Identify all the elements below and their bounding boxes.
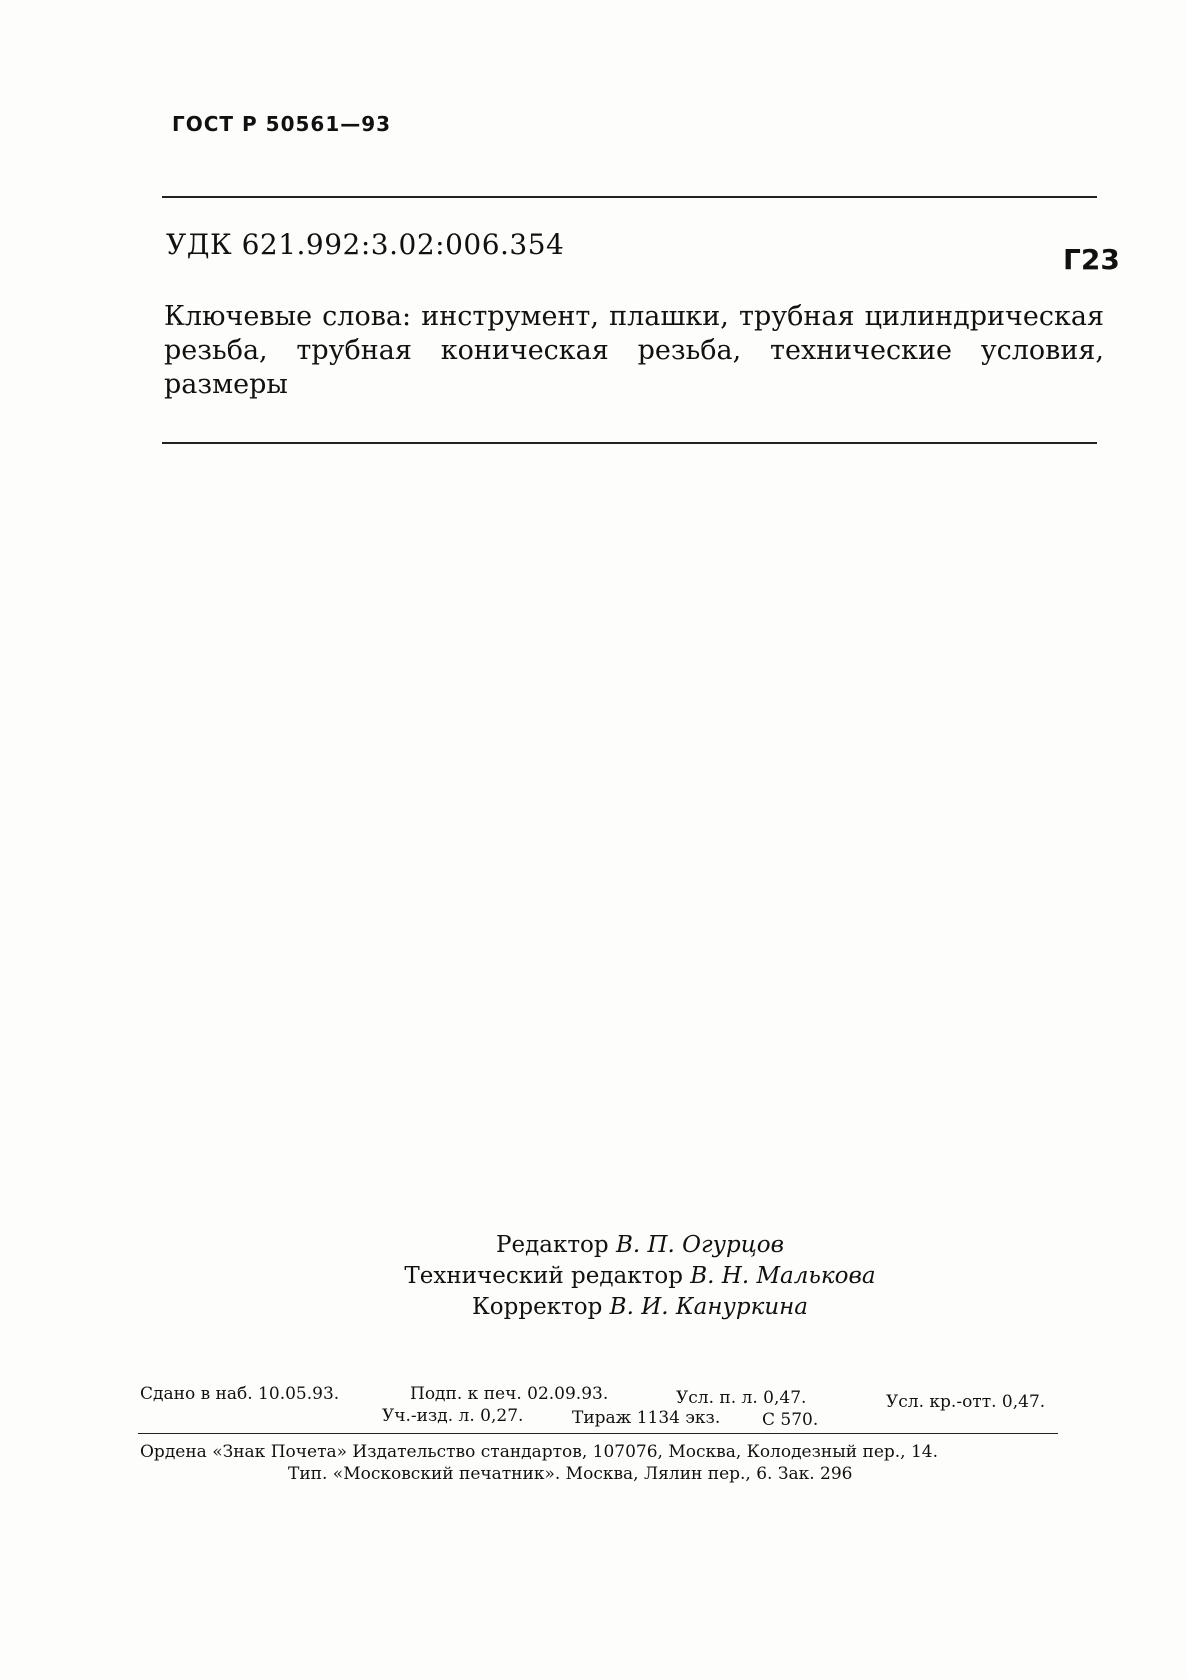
credits-block [380,1230,900,1323]
editor-name: В. П. Огурцов [615,1232,784,1258]
editor-role: Редактор [496,1232,609,1258]
keywords-paragraph: Ключевые слова: инструмент, плашки, трубная цилиндрическая резьба, трубная коническая резьба, технические условия, размеры [164,301,1104,400]
imprint-printer: Тип. «Московский печатник». Москва, Лялин пер., 6. Зак. 296 [288,1464,853,1484]
tech-editor-name: В. Н. Малькова [690,1263,876,1289]
document-header: ГОСТ Р 50561—93 [172,112,392,136]
keywords-divider [162,442,1097,444]
top-divider [162,196,1097,198]
tech-editor-role: Технический редактор [404,1263,683,1289]
imprint-order-code: С 570. [762,1410,819,1430]
imprint-signed: Подп. к печ. 02.09.93. [410,1384,609,1404]
udk-code: УДК 621.992:3.02:006.354 [166,228,565,261]
proofreader-line [380,1292,900,1323]
imprint-submitted: Сдано в наб. 10.05.93. [140,1384,340,1404]
imprint-print-sheets: Усл. п. л. 0,47. [676,1388,807,1408]
proofreader-name: В. И. Кануркина [609,1294,809,1320]
imprint-circulation: Тираж 1134 экз. [572,1408,721,1428]
proofreader-role: Корректор [471,1294,603,1320]
imprint-publisher: Ордена «Знак Почета» Издательство стандартов, 107076, Москва, Колодезный пер., 14. [140,1442,939,1462]
imprint-divider [138,1433,1058,1434]
imprint-publisher-sheets: Уч.-изд. л. 0,27. [382,1406,524,1426]
imprint-color-prints: Усл. кр.-отт. 0,47. [886,1392,1046,1412]
editor-line [380,1230,900,1261]
group-code: Г23 [1063,243,1120,276]
tech-editor-line [380,1261,900,1292]
